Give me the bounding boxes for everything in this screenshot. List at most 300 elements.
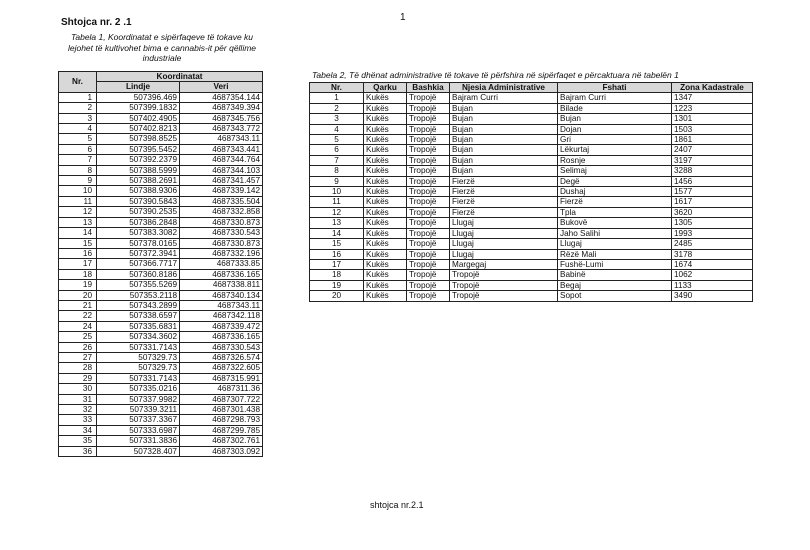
table2-cell: 1223 (672, 103, 753, 113)
cell-lindje: 507383.3082 (97, 228, 180, 238)
table-row (59, 446, 263, 456)
cell-veri: 4687330.873 (180, 217, 263, 227)
cell-nr: 20 (59, 290, 97, 300)
table-row (59, 238, 263, 248)
cell-lindje: 507402.8213 (97, 124, 180, 134)
table-row (59, 300, 263, 310)
table2-cell: 3 (310, 114, 364, 124)
cell-nr: 17 (59, 259, 97, 269)
table2-cell: Fierzë (450, 176, 558, 186)
table-row (59, 134, 263, 144)
cell-lindje: 507337.3367 (97, 415, 180, 425)
table-row (59, 332, 263, 342)
table2-cell: Kukës (364, 103, 407, 113)
cell-veri: 4687335.504 (180, 196, 263, 206)
cell-veri: 4687338.811 (180, 280, 263, 290)
table2-cell: Tropojë (407, 228, 450, 238)
cell-nr: 29 (59, 373, 97, 383)
cell-veri: 4687315.991 (180, 373, 263, 383)
table2-cell: 1347 (672, 93, 753, 103)
cell-lindje: 507372.3941 (97, 248, 180, 258)
cell-lindje: 507366.7717 (97, 259, 180, 269)
cell-veri: 4687345.756 (180, 113, 263, 123)
cell-nr: 26 (59, 342, 97, 352)
table2-cell: Kukës (364, 155, 407, 165)
table2-header-cell: Bashkia (407, 83, 450, 93)
table2-cell: 18 (310, 270, 364, 280)
table-row (310, 291, 753, 301)
cell-nr: 8 (59, 165, 97, 175)
cell-nr: 6 (59, 144, 97, 154)
table2-cell: 1577 (672, 187, 753, 197)
table2-cell: 2 (310, 103, 364, 113)
table2-cell: Tropojë (407, 218, 450, 228)
cell-veri: 4687298.793 (180, 415, 263, 425)
table2-cell: 12 (310, 207, 364, 217)
table2-cell: Kukës (364, 249, 407, 259)
table2-cell: 13 (310, 218, 364, 228)
cell-lindje: 507335.0216 (97, 384, 180, 394)
table2-cell: 1503 (672, 124, 753, 134)
cell-veri: 4687344.103 (180, 165, 263, 175)
table2-cell: Tropojë (407, 103, 450, 113)
cell-nr: 33 (59, 415, 97, 425)
cell-lindje: 507392.2379 (97, 155, 180, 165)
cell-nr: 22 (59, 311, 97, 321)
table-row (310, 166, 753, 176)
table2-cell: Gri (558, 135, 672, 145)
table2-cell: Tpla (558, 207, 672, 217)
table2-cell: Kukës (364, 218, 407, 228)
table2-cell: Begaj (558, 280, 672, 290)
table2-cell: Bujan (450, 124, 558, 134)
table-row (310, 187, 753, 197)
cell-veri: 4687336.165 (180, 332, 263, 342)
cell-veri: 4687343.772 (180, 124, 263, 134)
table-row (59, 415, 263, 425)
table2-cell: 1861 (672, 135, 753, 145)
table2-cell: 1 (310, 93, 364, 103)
table2-cell: Kukës (364, 280, 407, 290)
table2-cell: Kukës (364, 207, 407, 217)
table-row (59, 269, 263, 279)
table2-cell: 1617 (672, 197, 753, 207)
table2-cell: Tropojë (407, 270, 450, 280)
table2-cell: Bilade (558, 103, 672, 113)
cell-veri: 4687302.761 (180, 436, 263, 446)
cell-lindje: 507386.2848 (97, 217, 180, 227)
table-row (59, 280, 263, 290)
cell-veri: 4687339.472 (180, 321, 263, 331)
cell-lindje: 507399.1832 (97, 103, 180, 113)
table2-cell: 16 (310, 249, 364, 259)
cell-veri: 4687326.574 (180, 352, 263, 362)
cell-nr: 24 (59, 321, 97, 331)
table-row (59, 405, 263, 415)
cell-lindje: 507329.73 (97, 352, 180, 362)
table2-cell: 1133 (672, 280, 753, 290)
cell-lindje: 507360.8186 (97, 269, 180, 279)
table2-cell: Rosnje (558, 155, 672, 165)
cell-nr: 31 (59, 394, 97, 404)
table2-cell: 1674 (672, 259, 753, 269)
cell-veri: 4687349.394 (180, 103, 263, 113)
table-row (59, 217, 263, 227)
table2-cell: 8 (310, 166, 364, 176)
cell-veri: 4687332.858 (180, 207, 263, 217)
annex-heading: Shtojca nr. 2 .1 (61, 17, 132, 28)
table2-cell: Fushë-Lumi (558, 259, 672, 269)
table-row (310, 218, 753, 228)
cell-veri: 4687322.605 (180, 363, 263, 373)
table2-cell: Fierzë (450, 197, 558, 207)
cell-nr: 5 (59, 134, 97, 144)
table2-cell: 1993 (672, 228, 753, 238)
table2-cell: 1301 (672, 114, 753, 124)
cell-lindje: 507395.5452 (97, 144, 180, 154)
table1-header-lindje: Lindje (97, 82, 180, 92)
table-row (59, 311, 263, 321)
table2-cell: 15 (310, 239, 364, 249)
table2-cell: Tropojë (407, 135, 450, 145)
table-row (59, 144, 263, 154)
table2-header-cell: Njesia Administrative (450, 83, 558, 93)
table2-cell: Kukës (364, 197, 407, 207)
table2-cell: Tropojë (407, 280, 450, 290)
table2-cell: Bajram Curri (450, 93, 558, 103)
cell-veri: 4687342.118 (180, 311, 263, 321)
table2-cell: 3197 (672, 155, 753, 165)
table2-header-cell: Zona Kadastrale (672, 83, 753, 93)
cell-nr: 25 (59, 332, 97, 342)
cell-nr: 34 (59, 425, 97, 435)
table-row (310, 176, 753, 186)
table2-cell: Kukës (364, 166, 407, 176)
table-row (59, 92, 263, 102)
table2-cell: Tropojë (407, 145, 450, 155)
table-row (59, 103, 263, 113)
cell-nr: 2 (59, 103, 97, 113)
table2-cell: Tropojë (450, 280, 558, 290)
table2-cell: Kukës (364, 114, 407, 124)
table2-cell: Jaho Salihi (558, 228, 672, 238)
cell-nr: 12 (59, 207, 97, 217)
table2-cell: Tropojë (407, 249, 450, 259)
table2-cell: Llugaj (450, 249, 558, 259)
table2-cell: Kukës (364, 291, 407, 301)
cell-lindje: 507339.3211 (97, 405, 180, 415)
cell-veri: 4687330.873 (180, 238, 263, 248)
cell-lindje: 507328.407 (97, 446, 180, 456)
cell-lindje: 507335.6831 (97, 321, 180, 331)
table2-cell: 2407 (672, 145, 753, 155)
table2-cell: Bujan (450, 135, 558, 145)
table2-cell: Bujan (450, 114, 558, 124)
cell-lindje: 507343.2899 (97, 300, 180, 310)
cell-veri: 4687339.142 (180, 186, 263, 196)
table2-cell: Tropojë (407, 187, 450, 197)
page-footer: shtojca nr.2.1 (370, 500, 424, 510)
cell-veri: 4687340.134 (180, 290, 263, 300)
table2-cell: Llugaj (450, 228, 558, 238)
table2-cell: 20 (310, 291, 364, 301)
cell-lindje: 507331.7143 (97, 373, 180, 383)
table-row (59, 259, 263, 269)
table2-cell: Dojan (558, 124, 672, 134)
cell-lindje: 507402.4905 (97, 113, 180, 123)
table2-cell: Sopot (558, 291, 672, 301)
table-row (310, 93, 753, 103)
table2-cell: Tropojë (407, 114, 450, 124)
table2-cell: 3288 (672, 166, 753, 176)
table2-cell: Babinë (558, 270, 672, 280)
table2-cell: Bujan (450, 103, 558, 113)
table2-header-cell: Fshati (558, 83, 672, 93)
cell-lindje: 507334.3602 (97, 332, 180, 342)
cell-nr: 15 (59, 238, 97, 248)
table1-header-coordinates: Koordinatat (97, 72, 263, 82)
table2-cell: Tropojë (407, 155, 450, 165)
table2-cell: Tropojë (407, 197, 450, 207)
table-row (59, 196, 263, 206)
cell-veri: 4687343.11 (180, 300, 263, 310)
table-row (310, 228, 753, 238)
cell-veri: 4687344.764 (180, 155, 263, 165)
table-row (59, 228, 263, 238)
table2-cell: Bujan (558, 114, 672, 124)
table2-cell: 7 (310, 155, 364, 165)
cell-lindje: 507353.2118 (97, 290, 180, 300)
table2-cell: 3178 (672, 249, 753, 259)
cell-lindje: 507329.73 (97, 363, 180, 373)
cell-veri: 4687354.144 (180, 92, 263, 102)
table-row (59, 124, 263, 134)
cell-veri: 4687311.36 (180, 384, 263, 394)
table2-cell: Bukovë (558, 218, 672, 228)
cell-veri: 4687307.722 (180, 394, 263, 404)
table-row (59, 321, 263, 331)
cell-veri: 4687343.441 (180, 144, 263, 154)
cell-lindje: 507331.3836 (97, 436, 180, 446)
table2-cell: Llugaj (450, 239, 558, 249)
table2-cell: Llugaj (558, 239, 672, 249)
cell-nr: 30 (59, 384, 97, 394)
table2-cell: 19 (310, 280, 364, 290)
cell-lindje: 507338.6597 (97, 311, 180, 321)
table2-cell: Tropojë (407, 259, 450, 269)
cell-nr: 1 (59, 92, 97, 102)
table2-cell: Dushaj (558, 187, 672, 197)
cell-nr: 32 (59, 405, 97, 415)
table2-cell: Tropojë (407, 166, 450, 176)
table-row (310, 145, 753, 155)
cell-veri: 4687341.457 (180, 176, 263, 186)
table2-cell: Fierzë (450, 207, 558, 217)
cell-lindje: 507388.9306 (97, 186, 180, 196)
table2-cell: 9 (310, 176, 364, 186)
cell-nr: 35 (59, 436, 97, 446)
table2-cell: Fierzë (450, 187, 558, 197)
table2-cell: 1305 (672, 218, 753, 228)
table2-cell: Kukës (364, 270, 407, 280)
cell-nr: 7 (59, 155, 97, 165)
table-row (310, 270, 753, 280)
table-row (59, 373, 263, 383)
table2-cell: Tropojë (407, 207, 450, 217)
table-row (59, 384, 263, 394)
cell-nr: 27 (59, 352, 97, 362)
cell-veri: 4687332.196 (180, 248, 263, 258)
table-row (310, 259, 753, 269)
table2-cell: 14 (310, 228, 364, 238)
table-row (59, 176, 263, 186)
table2-cell: Tropojë (407, 291, 450, 301)
table1-caption: Tabela 1, Koordinatat e sipërfaqeve të tokave ku lejohet të kultivohet bima e cannabis-it për qëllime industriale (67, 32, 257, 63)
table2-cell: 6 (310, 145, 364, 155)
table2-cell: Rëzë Mali (558, 249, 672, 259)
cell-veri: 4687343.11 (180, 134, 263, 144)
cell-lindje: 507355.5269 (97, 280, 180, 290)
table-row (59, 342, 263, 352)
table-row (310, 114, 753, 124)
table-row (59, 394, 263, 404)
cell-lindje: 507388.2691 (97, 176, 180, 186)
cell-lindje: 507378.0165 (97, 238, 180, 248)
administrative-table (309, 82, 753, 302)
table-row (59, 248, 263, 258)
table-row (310, 103, 753, 113)
table2-cell: Fierzë (558, 197, 672, 207)
cell-veri: 4687333.85 (180, 259, 263, 269)
table2-cell: 4 (310, 124, 364, 134)
table2-cell: Kukës (364, 228, 407, 238)
table2-cell: Kukës (364, 93, 407, 103)
cell-veri: 4687303.092 (180, 446, 263, 456)
table2-header-cell: Qarku (364, 83, 407, 93)
table-row (59, 425, 263, 435)
cell-veri: 4687330.543 (180, 228, 263, 238)
table2-cell: Kukës (364, 135, 407, 145)
table2-cell: Bujan (450, 166, 558, 176)
table2-cell: Kukës (364, 124, 407, 134)
table-row (59, 352, 263, 362)
table-row (310, 155, 753, 165)
table2-cell: Kukës (364, 259, 407, 269)
cell-nr: 3 (59, 113, 97, 123)
cell-nr: 10 (59, 186, 97, 196)
cell-lindje: 507390.2535 (97, 207, 180, 217)
table2-cell: Kukës (364, 176, 407, 186)
table2-cell: Bujan (450, 155, 558, 165)
table2-caption: Tabela 2, Të dhënat administrative të tokave të përfshira në sipërfaqet e përcaktuara në tabelën 1 (312, 70, 679, 80)
table2-cell: 3490 (672, 291, 753, 301)
cell-lindje: 507333.6987 (97, 425, 180, 435)
table-row (59, 165, 263, 175)
table2-cell: Tropojë (450, 270, 558, 280)
cell-nr: 36 (59, 446, 97, 456)
table-row (310, 124, 753, 134)
table2-cell: Tropojë (407, 93, 450, 103)
cell-lindje: 507396.469 (97, 92, 180, 102)
table-row (59, 113, 263, 123)
table1-body (59, 92, 263, 456)
table2-header-row (310, 83, 753, 93)
table2-cell: 11 (310, 197, 364, 207)
table-row (59, 290, 263, 300)
table2-cell: Degë (558, 176, 672, 186)
cell-lindje: 507337.9982 (97, 394, 180, 404)
table2-cell: 10 (310, 187, 364, 197)
table-row (310, 197, 753, 207)
cell-lindje: 507331.7143 (97, 342, 180, 352)
cell-nr: 14 (59, 228, 97, 238)
table2-body (310, 93, 753, 301)
cell-nr: 19 (59, 280, 97, 290)
cell-nr: 9 (59, 176, 97, 186)
cell-nr: 18 (59, 269, 97, 279)
table-row (59, 207, 263, 217)
cell-nr: 11 (59, 196, 97, 206)
table-row (310, 135, 753, 145)
table-row (59, 155, 263, 165)
cell-lindje: 507390.5843 (97, 196, 180, 206)
table2-cell: Bujan (450, 145, 558, 155)
table1-header-nr: Nr. (59, 72, 97, 93)
page-number: 1 (400, 12, 406, 23)
table2-cell: Tropojë (407, 176, 450, 186)
table1-header-veri: Veri (180, 82, 263, 92)
table2-cell: 1456 (672, 176, 753, 186)
table2-cell: Bajram Curri (558, 93, 672, 103)
table2-cell: 5 (310, 135, 364, 145)
table-row (59, 363, 263, 373)
table2-cell: Tropojë (407, 124, 450, 134)
table2-cell: Kukës (364, 239, 407, 249)
table-row (59, 436, 263, 446)
coordinates-table (58, 71, 263, 457)
table2-cell: Kukës (364, 187, 407, 197)
table-row (310, 280, 753, 290)
cell-nr: 13 (59, 217, 97, 227)
table-row (59, 186, 263, 196)
cell-lindje: 507388.5999 (97, 165, 180, 175)
cell-nr: 4 (59, 124, 97, 134)
cell-veri: 4687336.165 (180, 269, 263, 279)
cell-nr: 21 (59, 300, 97, 310)
table2-cell: Margegaj (450, 259, 558, 269)
cell-lindje: 507398.8525 (97, 134, 180, 144)
cell-veri: 4687299.785 (180, 425, 263, 435)
table2-cell: 2485 (672, 239, 753, 249)
table2-cell: 3620 (672, 207, 753, 217)
table2-header-cell: Nr. (310, 83, 364, 93)
cell-veri: 4687330.543 (180, 342, 263, 352)
cell-veri: 4687301.438 (180, 405, 263, 415)
table2-cell: Selimaj (558, 166, 672, 176)
table-row (310, 207, 753, 217)
table2-cell: Lëkurtaj (558, 145, 672, 155)
table-row (310, 249, 753, 259)
table-row (310, 239, 753, 249)
cell-nr: 28 (59, 363, 97, 373)
cell-nr: 16 (59, 248, 97, 258)
table2-cell: Llugaj (450, 218, 558, 228)
table2-cell: Tropojë (407, 239, 450, 249)
table2-cell: 17 (310, 259, 364, 269)
table2-cell: Tropojë (450, 291, 558, 301)
table2-cell: Kukës (364, 145, 407, 155)
table2-cell: 1062 (672, 270, 753, 280)
